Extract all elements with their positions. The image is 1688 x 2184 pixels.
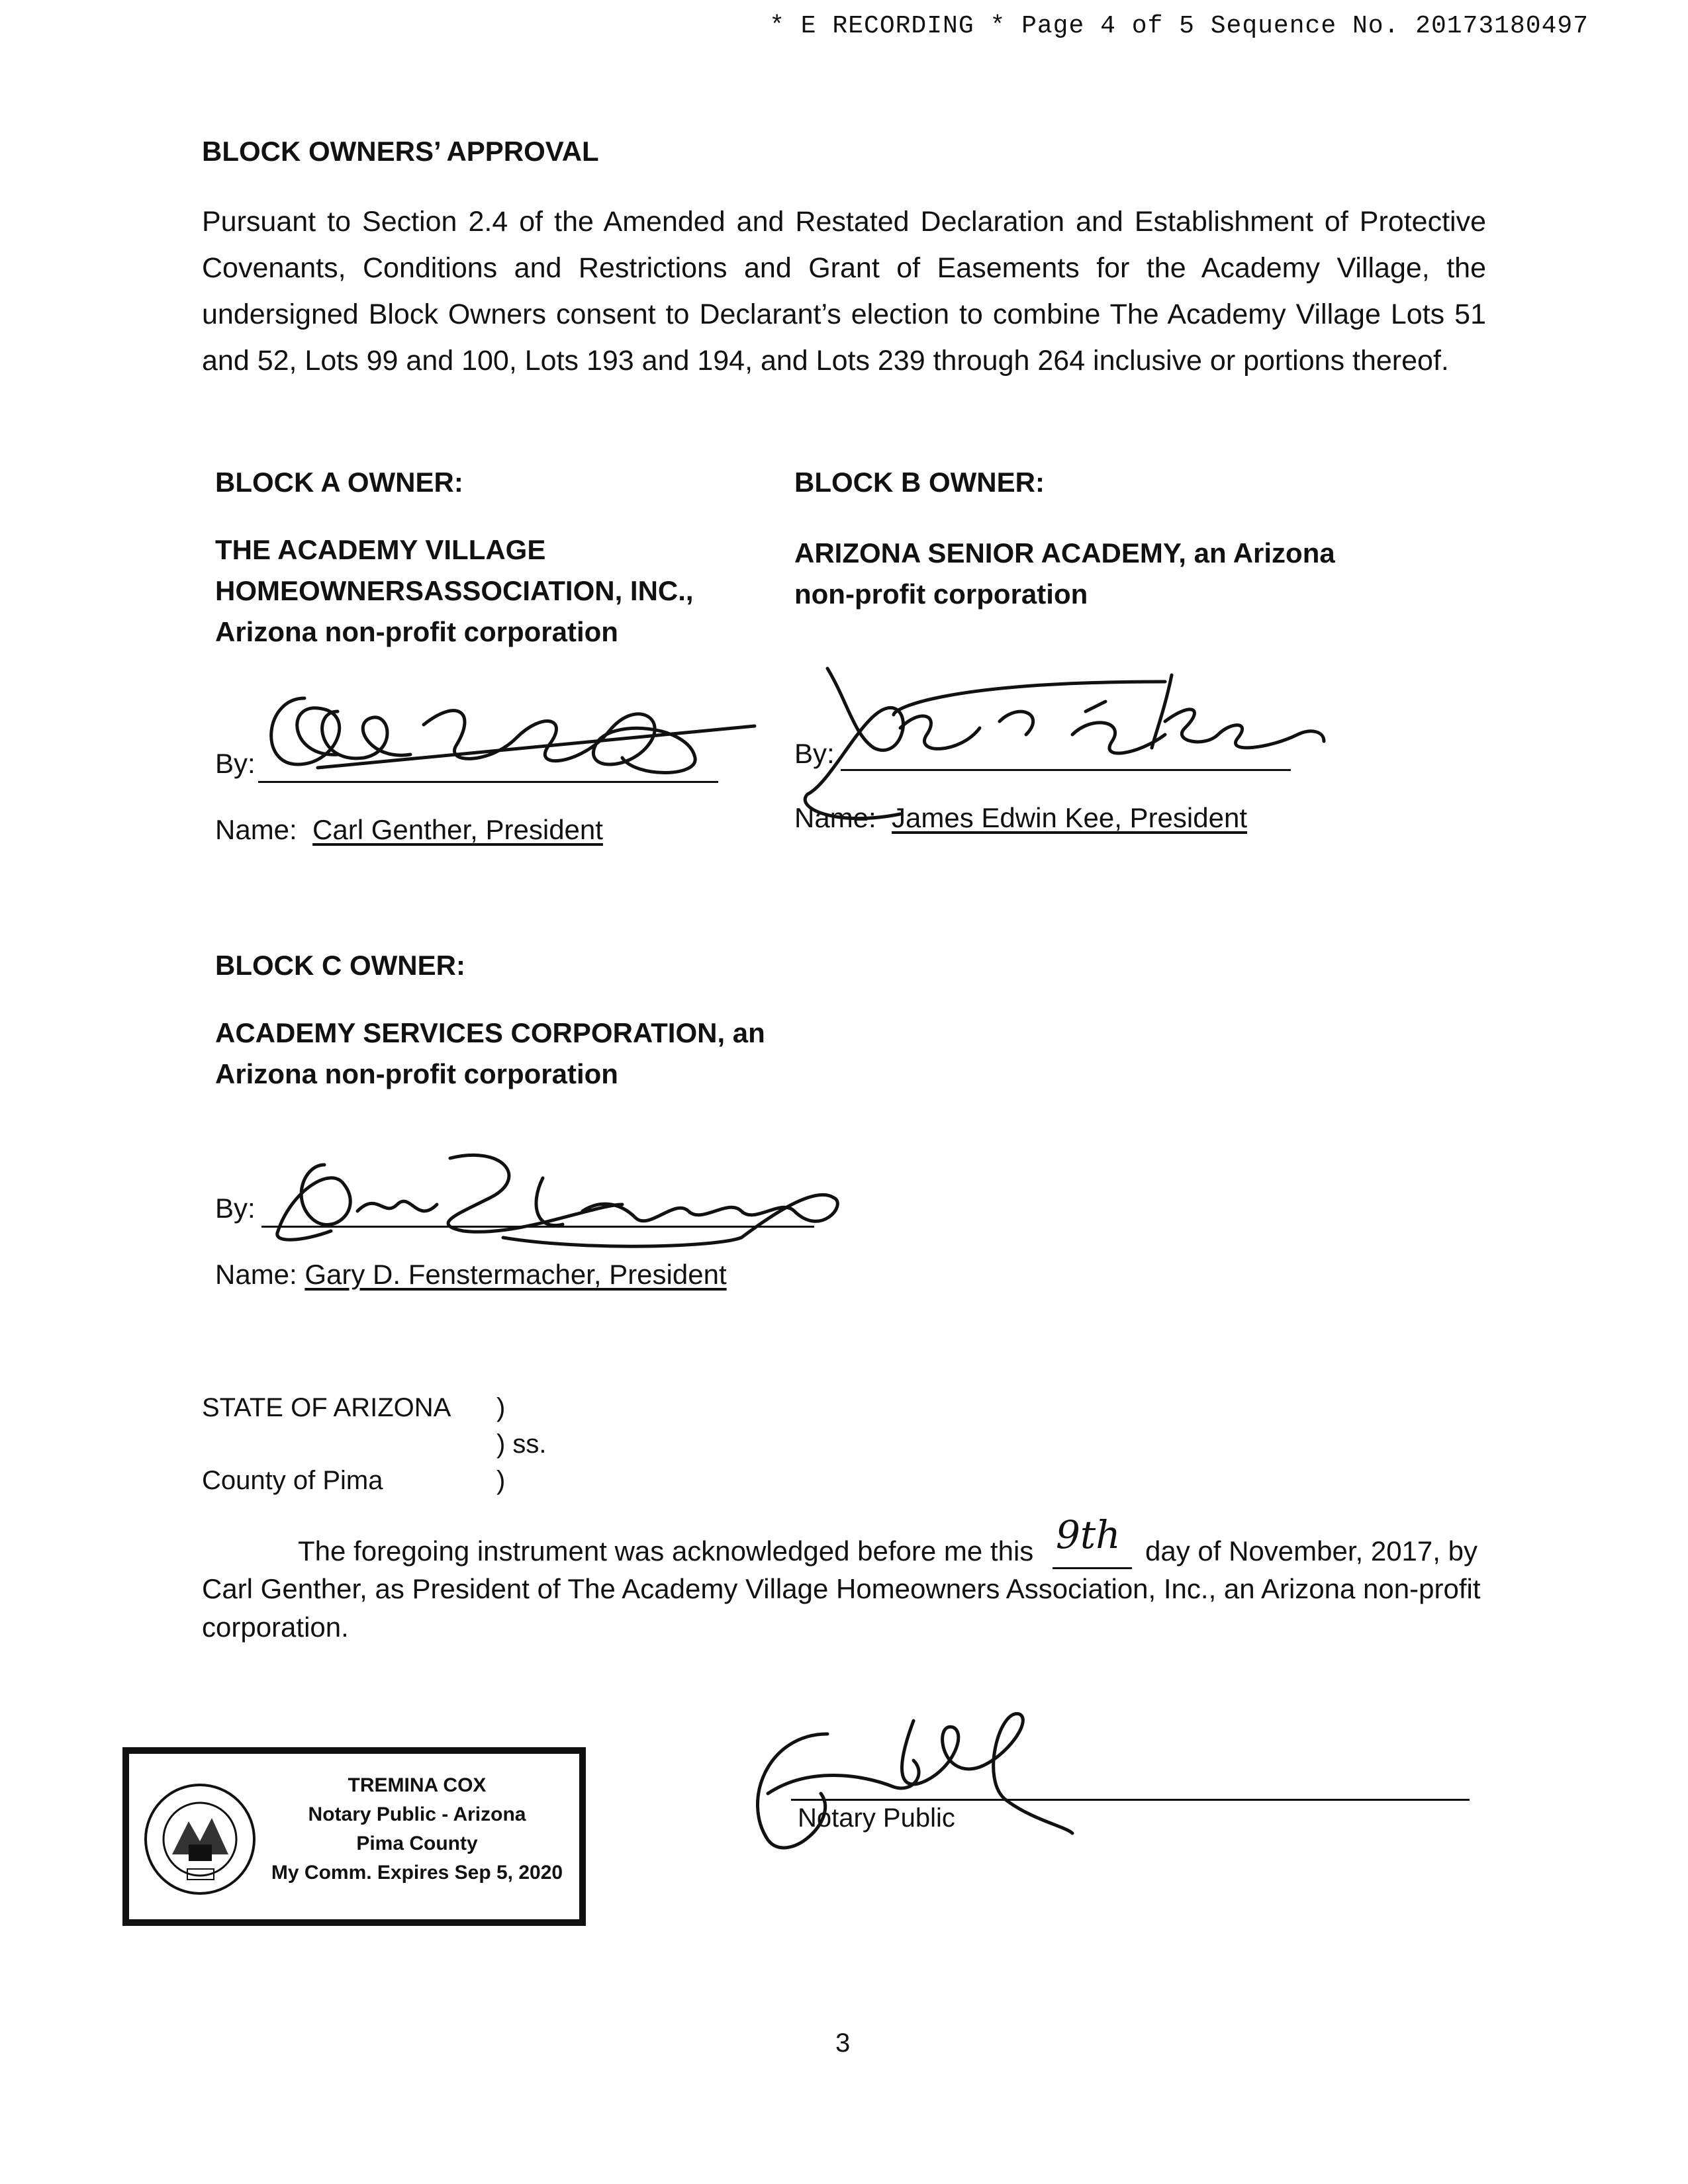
acknowledgment-line1-part1: The foregoing instrument was acknowledged before me this — [298, 1535, 1034, 1567]
notary-county: Pima County — [356, 1833, 478, 1854]
block-a-name-label: Name: — [215, 814, 297, 845]
block-b-by-label: By: — [794, 738, 835, 769]
block-c-name-value: Gary D. Fenstermacher, President — [305, 1259, 727, 1290]
state-seal-icon — [142, 1782, 258, 1897]
block-b-corp-line1: ARIZONA SENIOR ACADEMY, an Arizona — [794, 537, 1335, 569]
notary-stamp — [122, 1747, 586, 1926]
block-c-corp-line1: ACADEMY SERVICES CORPORATION, an — [215, 1017, 765, 1048]
notary-stamp-text — [261, 1771, 573, 1888]
block-b-name-value: James Edwin Kee, President — [892, 802, 1247, 833]
acknowledgment-day-handwritten: 9th — [1056, 1512, 1121, 1557]
block-a-name-row — [215, 814, 603, 846]
notary-signature — [728, 1694, 1099, 1866]
block-c-heading: BLOCK C OWNER: — [215, 950, 465, 981]
notary-public-label: Notary Public — [798, 1803, 955, 1833]
block-a-name-value: Carl Genther, President — [312, 814, 603, 845]
block-a-by-label: By: — [215, 748, 256, 779]
block-a-corp-line1: THE ACADEMY VILLAGE — [215, 534, 546, 565]
venue-county: County of Pima — [202, 1466, 383, 1495]
acknowledgment-day-line — [1053, 1567, 1132, 1569]
block-b-corp-line2: non-profit corporation — [794, 578, 1088, 610]
recording-header: * E RECORDING * Page 4 of 5 Sequence No. 20173180497 — [769, 12, 1589, 40]
block-a-signature — [238, 672, 768, 784]
venue-paren-1: ) — [496, 1393, 506, 1422]
block-a-corp-line3: Arizona non-profit corporation — [215, 616, 618, 647]
block-c-corp-line2: Arizona non-profit corporation — [215, 1058, 618, 1089]
venue-ss: ) ss. — [496, 1430, 547, 1459]
block-c-by-label: By: — [215, 1193, 256, 1224]
notary-signature-line — [791, 1799, 1470, 1801]
intro-paragraph: Pursuant to Section 2.4 of the Amended and Restated Declaration and Establishment of Protective Covenants, Conditions and Restrictions and Grant of Easements for the Academy Village, the undersigned Block Owners consent to Declarant’s election to combine The Academy Village Lots 51 and 52, Lots 99 and 100, Lots 193 and 194, and Lots 239 through 264 inclusive or portions thereof. — [202, 206, 1486, 377]
venue-state: STATE OF ARIZONA — [202, 1393, 451, 1422]
notary-name: TREMINA COX — [348, 1774, 487, 1796]
block-c-name-label: Name: — [215, 1259, 297, 1290]
notary-expires: My Comm. Expires Sep 5, 2020 — [271, 1862, 563, 1884]
acknowledgment-line1-part2: day of November, 2017, by — [1145, 1535, 1477, 1567]
acknowledgment-line3: corporation. — [202, 1612, 349, 1643]
block-a-heading: BLOCK A OWNER: — [215, 467, 463, 498]
notary-title: Notary Public - Arizona — [308, 1803, 526, 1825]
block-c-corporation — [215, 1013, 765, 1095]
acknowledgment-line2: Carl Genther, as President of The Academy Village Homeowners Association, Inc., an Arizona non-profit — [202, 1573, 1481, 1604]
venue-paren-3: ) — [496, 1466, 506, 1495]
block-b-heading: BLOCK B OWNER: — [794, 467, 1045, 498]
block-a-corporation — [215, 529, 694, 653]
block-b-name-row — [794, 802, 1247, 834]
block-a-corp-line2: HOMEOWNERSASSOCIATION, INC., — [215, 575, 694, 606]
block-c-signature — [252, 1138, 880, 1251]
block-b-corporation — [794, 533, 1335, 615]
document-title: BLOCK OWNERS’ APPROVAL — [202, 136, 599, 167]
block-c-name-row — [215, 1259, 727, 1291]
block-b-name-label: Name: — [794, 802, 876, 833]
page-number: 3 — [835, 2028, 851, 2058]
